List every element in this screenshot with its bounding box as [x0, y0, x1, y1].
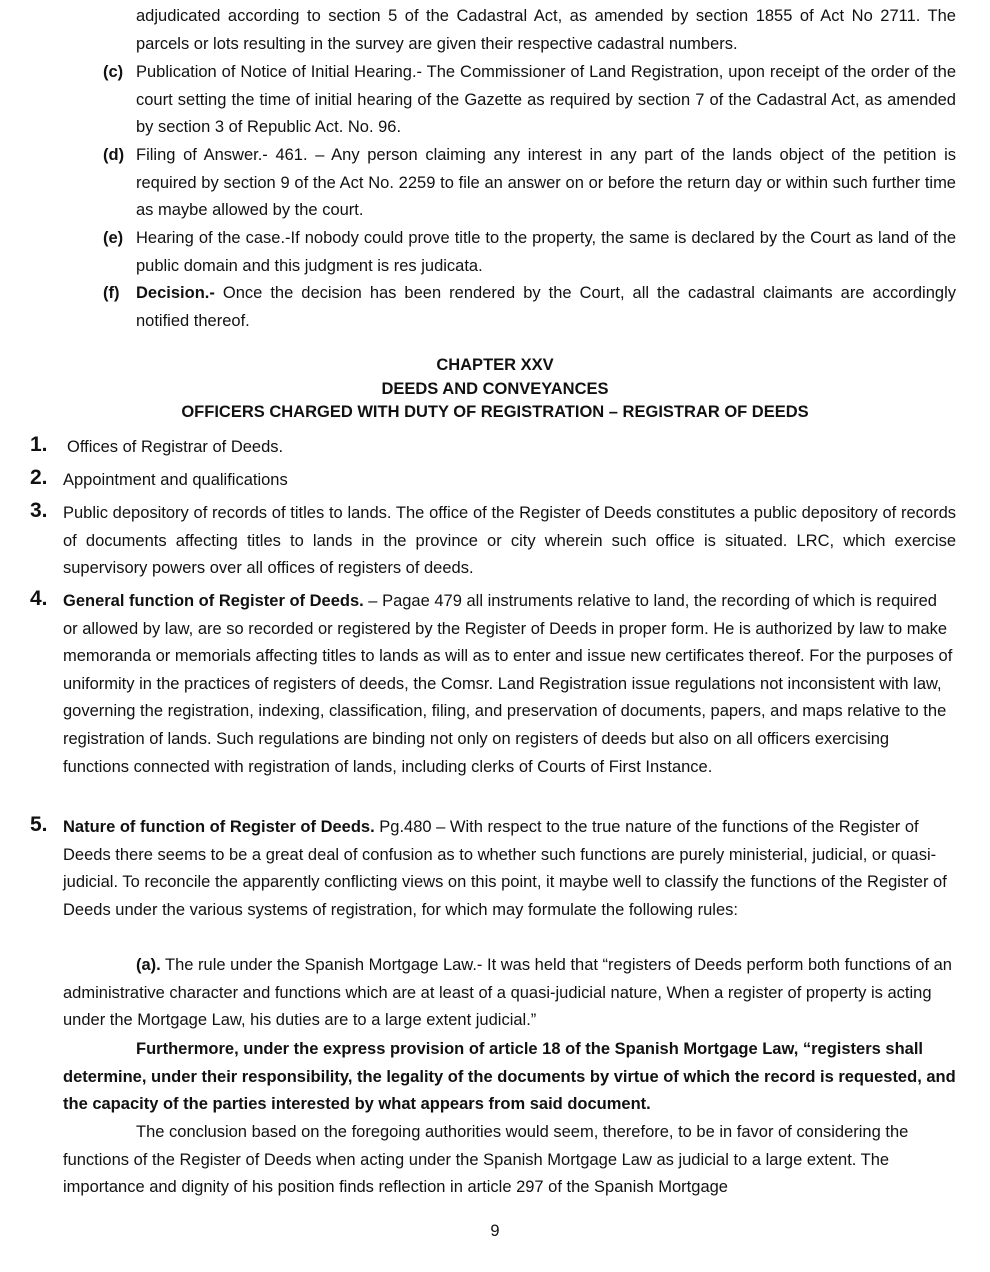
chapter-subtitle: OFFICERS CHARGED WITH DUTY OF REGISTRATION – REGISTRAR OF DEEDS	[181, 403, 809, 421]
lettered-item-e	[103, 225, 956, 280]
item-number: 1.	[30, 433, 48, 456]
sub-label: (a).	[136, 956, 161, 974]
item-text: Filing of Answer.- 461. – Any person claiming any interest in any part of the lands object of the petition is required by section 9 of the Act No. 2259 to file an answer on or before the return day or within such further time as maybe allowed by the court.	[136, 146, 956, 220]
item-label: (f)	[103, 284, 120, 302]
item-text: Once the decision has been rendered by the Court, all the cadastral claimants are accordingly notified thereof.	[136, 284, 956, 330]
numbered-item-1	[30, 433, 960, 462]
page-number: 9	[490, 1222, 500, 1240]
numbered-item-4	[30, 587, 956, 781]
item-label: (e)	[103, 229, 124, 247]
item-text: Appointment and qualifications	[63, 471, 288, 489]
sub-text: The conclusion based on the foregoing authorities would seem, therefore, to be in favor of considering the functions of the Register of Deeds when acting under the Spanish Mortgage Law as judicial to a large extent. The importance and dignity of his position finds reflection in article 297 of the Spanish Mortgage	[63, 1123, 909, 1197]
sub-paragraph-bold	[63, 1036, 956, 1119]
item-text: Offices of Registrar of Deeds.	[67, 438, 284, 456]
numbered-item-3	[30, 499, 956, 583]
item-number: 2.	[30, 466, 48, 489]
chapter-number: CHAPTER XXV	[436, 356, 554, 374]
item-number: 5.	[30, 813, 48, 836]
item-label: (d)	[103, 146, 125, 164]
item-text: Pg.480 – With respect to the true nature of the functions of the Register of Deeds there seems to be a great deal of confusion as to whether such functions are purely ministerial, judicial, or quasi-judicial. To reconcile the apparently conflicting views on this point, it maybe well to classify the functions of the Register of Deeds under the various systems of registration, for which may formulate the following rules:	[63, 818, 947, 919]
item-text: Hearing of the case.-If nobody could prove title to the property, the same is declared by the Court as land of the public domain and this judgment is res judicata.	[136, 229, 956, 275]
item-text: Public depository of records of titles to lands. The office of the Register of Deeds constitutes a public depository of records of documents affecting titles to lands in the province or city wherein such office is situated. LRC, which exercise supervisory powers over all offices of registers of deeds.	[63, 504, 956, 578]
numbered-item-2	[30, 466, 956, 495]
chapter-title: DEEDS AND CONVEYANCES	[381, 379, 609, 398]
lettered-item-c	[103, 59, 956, 142]
sub-paragraph-conclusion	[63, 1119, 956, 1202]
item-number: 3.	[30, 499, 48, 522]
bold-paragraph-text: Furthermore, under the express provision of article 18 of the Spanish Mortgage Law, “registers shall determine, under their responsibility, the legality of the documents by virtue of which the record is requested, and the capacity of the parties interested by what appears from said document.	[63, 1040, 956, 1114]
lettered-item-f	[103, 280, 956, 335]
continuation-paragraph: adjudicated according to section 5 of the Cadastral Act, as amended by section 1855 of Act No 2711. The parcels or lots resulting in the survey are given their respective cadastral numbers.	[136, 7, 956, 53]
item-text: Publication of Notice of Initial Hearing.- The Commissioner of Land Registration, upon receipt of the order of the court setting the time of initial hearing of the Gazette as required by section 7 of the Cadastral Act, as amended by section 3 of Republic Act. No. 96.	[136, 63, 956, 137]
item-label: (c)	[103, 63, 124, 81]
numbered-item-5	[30, 813, 956, 924]
sub-text: The rule under the Spanish Mortgage Law.- It was held that “registers of Deeds perform both functions of an administrative character and functions which are at least of a quasi-judicial nature, When a register of property is acting under the Mortgage Law, his duties are to a large extent judicial.”	[63, 956, 952, 1030]
chapter-heading	[0, 354, 990, 425]
lettered-item-d	[103, 142, 956, 225]
item-text: – Pagae 479 all instruments relative to land, the recording of which is required or allowed by law, are so recorded or registered by the Register of Deeds in proper form. He is authorized by law to make memoranda or memorials affecting titles to lands as will as to enter and issue new certificates thereof. For the purposes of uniformity in the practices of registers of deeds, the Comsr. Land Registration issue regulations not inconsistent with law, governing the registration, indexing, classification, filing, and preservation of documents, papers, and maps relative to the registration of lands. Such regulations are binding not only on registers of deeds but also on all officers exercising functions connected with registration of lands, including clerks of Courts of First Instance.	[63, 592, 953, 776]
sub-paragraph-a	[63, 952, 956, 1035]
item-number: 4.	[30, 587, 48, 610]
item-bold-lead: Nature of function of Register of Deeds.	[63, 818, 375, 836]
item-bold-lead: General function of Register of Deeds.	[63, 592, 364, 610]
item-bold-lead: Decision.-	[136, 284, 215, 302]
